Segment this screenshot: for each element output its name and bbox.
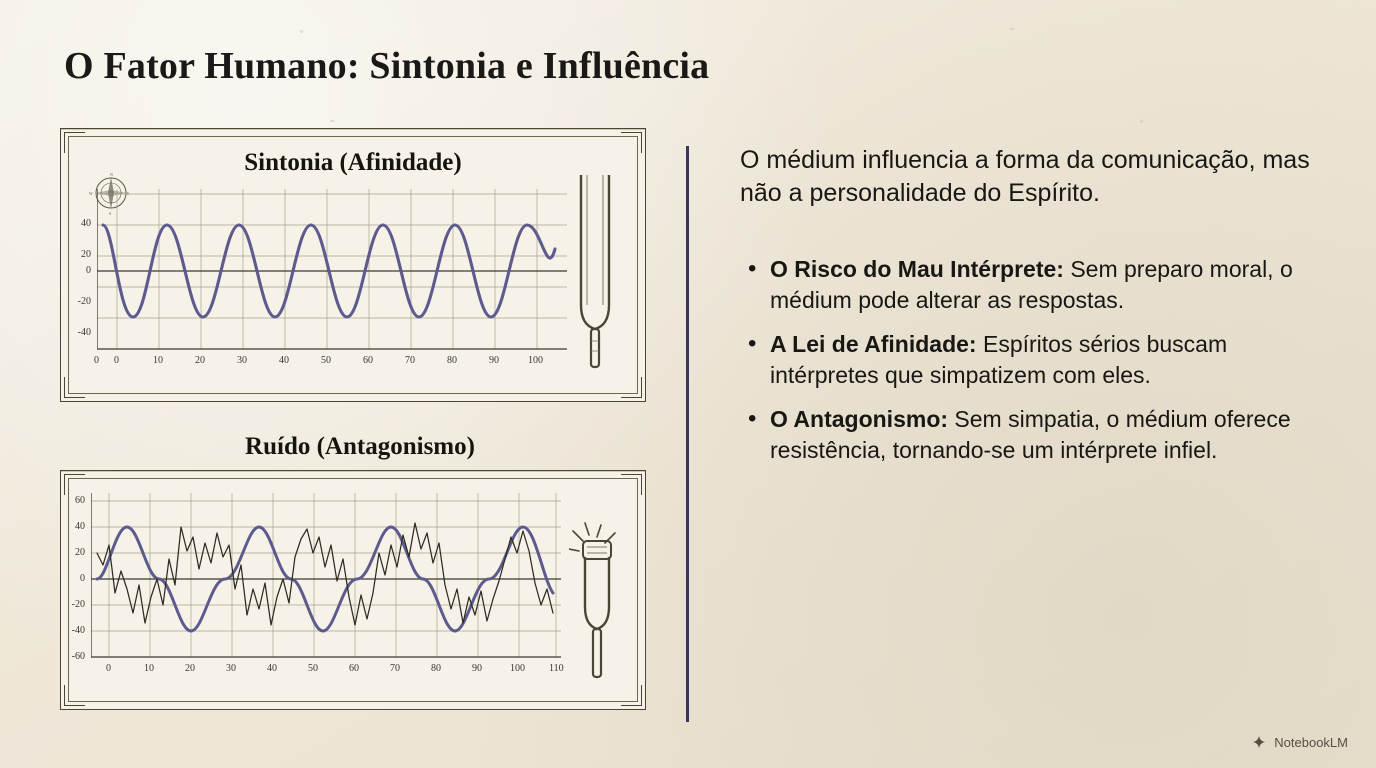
list-item [770,404,1330,465]
y-tick-label: 0 [86,265,91,276]
panel-corner-ornament [64,377,85,398]
y-tick-label: 0 [80,573,85,584]
struck-tuning-fork-icon [569,521,629,691]
x-tick-label: 10 [144,663,154,674]
ruido-line-chart [91,493,571,679]
svg-text:N: N [110,172,113,177]
x-tick-label: 30 [237,355,247,366]
x-tick-label: 70 [390,663,400,674]
chart-panel-ruido [60,470,646,710]
svg-text:S: S [109,211,112,216]
charts-column [60,128,660,728]
x-tick-label: 10 [153,355,163,366]
x-tick-label: 40 [267,663,277,674]
list-item [770,329,1330,390]
list-item [770,254,1330,315]
panel-corner-ornament [64,474,85,495]
x-tick-label: 110 [549,663,564,674]
lead-paragraph: O médium influencia a forma da comunicação, mas não a personalidade do Espírito. [740,146,1310,207]
x-tick-label: 50 [321,355,331,366]
paper-speck [1010,28,1014,30]
y-tick-label: -40 [71,625,85,636]
sintonia-line-chart [97,189,567,379]
chart-title-sintonia: Sintonia (Afinidade) [244,149,462,176]
list-item-text: Sem simpatia, o médium oferece resistência, tornando-se um intérprete infiel. [770,406,1291,463]
y-tick-label: -20 [71,599,85,610]
list-item-label: A Lei de Afinidade: [770,331,977,358]
plot-area-sintonia [77,189,567,379]
brand-label: NotebookLM [1274,734,1348,750]
x-tick-label: 100 [528,355,543,366]
list-item-label: O Risco do Mau Intérprete: [770,256,1064,282]
tuning-fork-icon [567,165,623,375]
x-tick-label: 0 [94,355,99,366]
x-tick-label: 30 [226,663,236,674]
y-tick-label: -20 [77,296,91,307]
svg-text:W: W [89,191,93,196]
x-tick-label: 20 [185,663,195,674]
brand-footer [1251,734,1348,750]
x-tick-label: 50 [308,663,318,674]
x-tick-label: 90 [489,355,499,366]
panel-corner-ornament [621,474,642,495]
x-tick-label: 80 [431,663,441,674]
notebooklm-logo-icon [1251,734,1267,750]
panel-corner-ornament [64,685,85,706]
x-tick-label: 100 [510,663,525,674]
page-title: O Fator Humano: Sintonia e Influência [64,45,710,87]
y-tick-label: 20 [81,249,91,260]
x-tick-label: 40 [279,355,289,366]
x-tick-label: 70 [405,355,415,366]
y-tick-label: -60 [71,651,85,662]
x-tick-label: 80 [447,355,457,366]
list-item-text: Espíritos sérios buscam intérpretes que simpatizem com eles. [770,331,1228,388]
column-divider [686,146,689,722]
bullet-list [740,254,1330,465]
panel-corner-ornament [621,377,642,398]
x-tick-label: 20 [195,355,205,366]
x-tick-label: 60 [349,663,359,674]
y-tick-label: 20 [75,547,85,558]
x-tick-label: 0 [106,663,111,674]
chart-panel-sintonia [60,128,646,402]
y-tick-label: 40 [75,521,85,532]
y-tick-label: 40 [81,218,91,229]
y-tick-label: -40 [77,327,91,338]
x-tick-label: 60 [363,355,373,366]
plot-area-ruido [71,493,571,679]
y-tick-label: 60 [75,495,85,506]
x-tick-label: 0 [114,355,119,366]
text-column [740,144,1330,479]
list-item-text: Sem preparo moral, o médium pode alterar as respostas. [770,256,1293,313]
chart-title-ruido: Ruído (Antagonismo) [245,433,475,460]
paper-speck [1140,120,1143,123]
svg-text:E: E [127,191,130,196]
x-tick-label: 90 [472,663,482,674]
list-item-label: O Antagonismo: [770,406,949,433]
paper-speck [330,120,335,122]
paper-speck [300,30,303,33]
